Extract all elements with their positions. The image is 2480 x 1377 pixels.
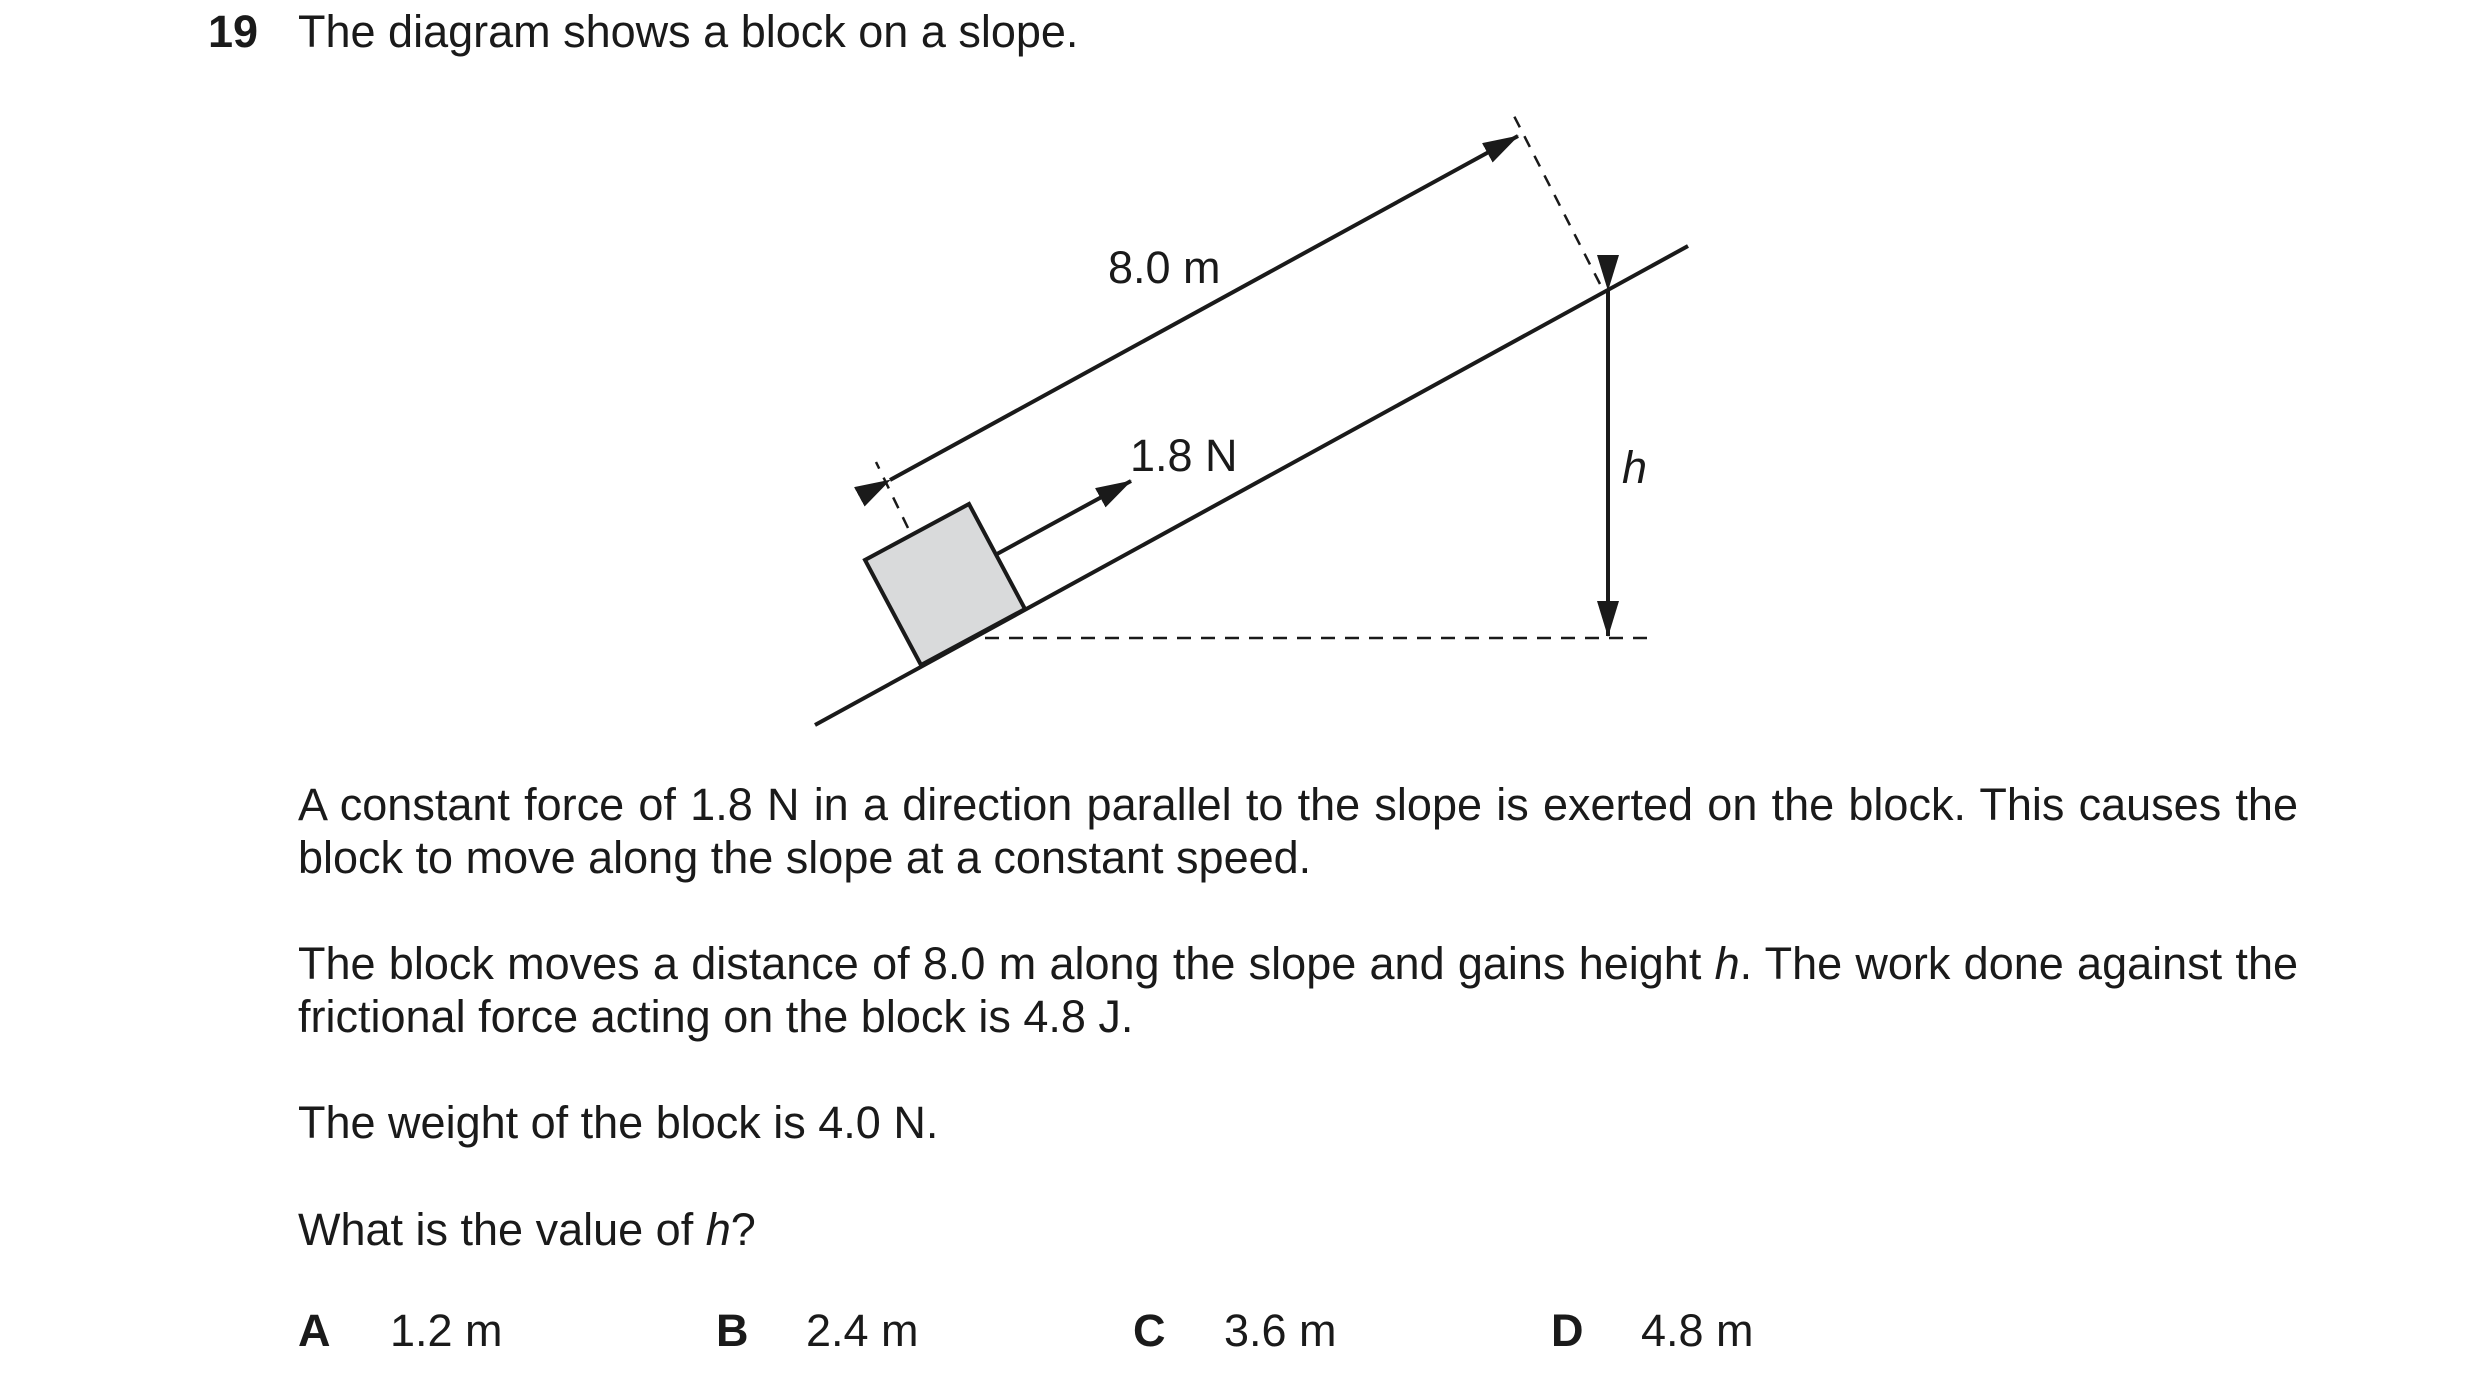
p2-text-start: The block moves a distance of 8.0 m along the slope and gains height [298,938,1715,989]
force-arrow [997,481,1131,554]
paragraph-weight: The weight of the block is 4.0 N. [298,1097,939,1148]
question-prompt [298,1203,2298,1256]
p2-text-end: . The work done against the frictional force acting on the block is 4.8 J. [298,938,2298,1042]
option-c-value: 3.6 m [1224,1305,1337,1356]
option-b-value: 2.4 m [806,1305,919,1356]
height-label: h [1622,442,1648,493]
paragraph-force-description: A constant force of 1.8 N in a direction parallel to the slope is exerted on the block. This causes the block to move along the slope at a constant speed. [298,779,2298,883]
option-a-letter: A [298,1305,331,1356]
p4-text-end: ? [730,1204,756,1255]
distance-label: 8.0 m [1108,242,1221,293]
p4-variable-h: h [705,1204,731,1255]
option-d-letter: D [1551,1305,1584,1356]
paragraph-distance-work [298,937,2298,1043]
option-d-value: 4.8 m [1641,1305,1754,1356]
question-intro: The diagram shows a block on a slope. [298,6,1079,57]
p4-text-start: What is the value of [298,1204,706,1255]
force-label: 1.8 N [1130,430,1238,481]
option-b-letter: B [716,1305,749,1356]
distance-arrow [890,136,1518,480]
distance-extension-top [1512,112,1600,284]
question-number: 19 [208,6,259,57]
p2-variable-h: h [1714,938,1740,989]
block [865,504,1025,665]
option-c-letter: C [1133,1305,1166,1356]
option-a-value: 1.2 m [390,1305,503,1356]
